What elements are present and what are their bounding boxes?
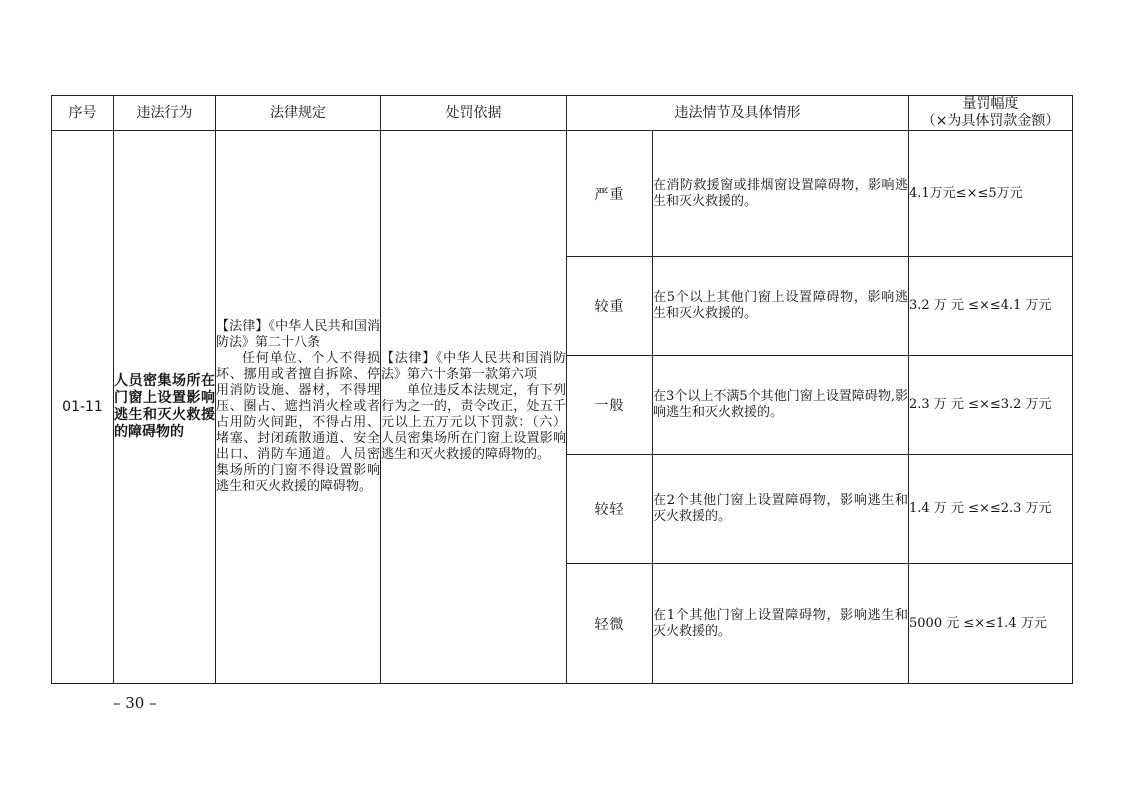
desc-cell: 在1个其他门窗上设置障碍物，影响逃生和灭火救援的。 <box>653 564 909 684</box>
table-row <box>52 131 1073 257</box>
level-cell: 较重 <box>567 257 653 356</box>
basis-title: 【法律】《中华人民共和国消防法》第六十条第一款第六项 <box>381 351 566 382</box>
range-cell: 5000 元 ≤×≤1.4 万元 <box>909 564 1073 684</box>
level-cell: 一般 <box>567 356 653 455</box>
range-cell: 3.2 万 元 ≤×≤4.1 万元 <box>909 257 1073 356</box>
level-cell: 轻微 <box>567 564 653 684</box>
basis-cell <box>381 131 567 684</box>
law-cell <box>216 131 381 684</box>
header-range-title: 量罚幅度 <box>962 96 1019 112</box>
header-circumstance: 违法情节及具体情形 <box>567 96 909 131</box>
desc-cell: 在5个以上其他门窗上设置障碍物，影响逃生和灭火救援的。 <box>653 257 909 356</box>
seq-cell: 01-11 <box>52 131 114 684</box>
header-act: 违法行为 <box>114 96 216 131</box>
desc-cell: 在3个以上不满5个其他门窗上设置障碍物,影响逃生和灭火救援的。 <box>653 356 909 455</box>
act-cell: 人员密集场所在门窗上设置影响逃生和灭火救援的障碍物的 <box>114 131 216 684</box>
header-law: 法律规定 <box>216 96 381 131</box>
range-cell: 4.1万元≤×≤5万元 <box>909 131 1073 257</box>
header-range-note: （×为具体罚款金额） <box>921 113 1060 129</box>
level-cell: 较轻 <box>567 455 653 564</box>
page-number: – 30 – <box>113 694 157 712</box>
range-cell: 2.3 万 元 ≤×≤3.2 万元 <box>909 356 1073 455</box>
penalty-table <box>51 95 1073 684</box>
range-cell: 1.4 万 元 ≤×≤2.3 万元 <box>909 455 1073 564</box>
header-row <box>52 96 1073 131</box>
desc-cell: 在2个其他门窗上设置障碍物，影响逃生和灭火救援的。 <box>653 455 909 564</box>
header-basis: 处罚依据 <box>381 96 567 131</box>
law-body: 任何单位、个人不得损坏、挪用或者擅自拆除、停用消防设施、器材，不得埋压、圈占、遮挡消火栓或者占用防火间距，不得占用、堵塞、封闭疏散通道、安全出口、消防车通道。人员密集场所的门窗不得设置影响逃生和灭火救援的障碍物。 <box>216 351 380 494</box>
header-range <box>909 96 1073 131</box>
header-seq: 序号 <box>52 96 114 131</box>
desc-cell: 在消防救援窗或排烟窗设置障碍物，影响逃生和灭火救援的。 <box>653 131 909 257</box>
law-title: 【法律】《中华人民共和国消防法》第二十八条 <box>216 319 380 350</box>
level-cell: 严重 <box>567 131 653 257</box>
basis-body: 单位违反本法规定，有下列行为之一的，责令改正，处五千元以上五万元以下罚款：（六）人员密集场所在门窗上设置影响逃生和灭火救援的障碍物的。 <box>381 383 566 462</box>
